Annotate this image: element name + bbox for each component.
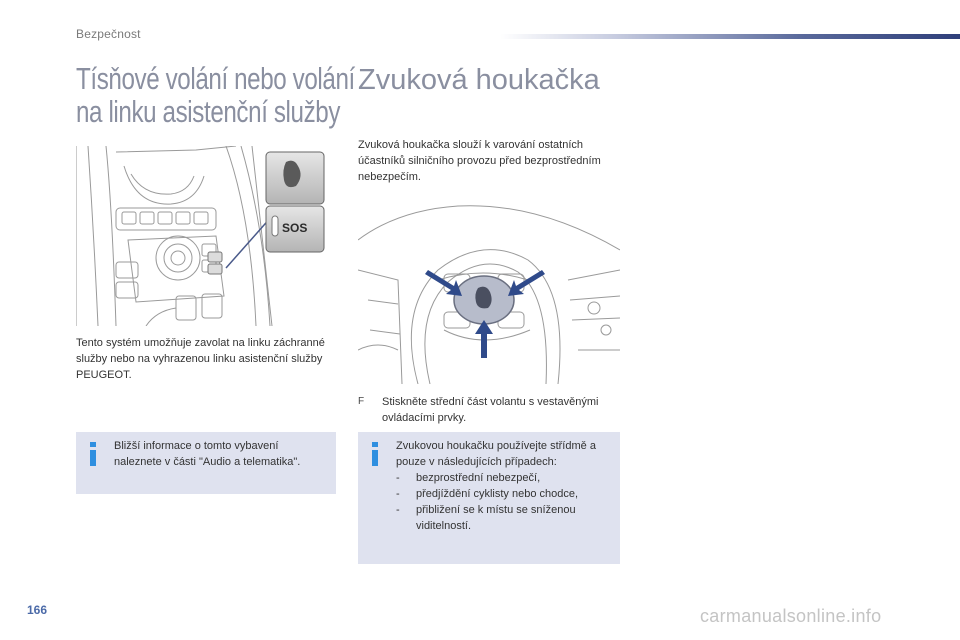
horn-instruction (358, 394, 620, 426)
info-icon (370, 442, 380, 468)
emergency-call-title (76, 61, 355, 129)
horn-instruction-text: Stiskněte střední část volantu s vestavěnými ovládacími prvky. (382, 396, 599, 424)
info-icon (88, 442, 98, 468)
steering-wheel-figure (358, 200, 620, 384)
info-box-left (76, 432, 336, 494)
header-accent-bar (500, 34, 960, 39)
list-item: - bezprostřední nebezpečí, (396, 472, 541, 484)
bullet-marker: F (358, 396, 365, 407)
horn-intro: Zvuková houkačka slouží k varování ostatních účastníků silničního provozu před bezprostředním nebezpečím. (358, 139, 601, 183)
usage-case-list (396, 470, 616, 534)
page-number: 166 (27, 603, 48, 617)
info-intro: Zvukovou houkačku používejte střídmě a pouze v následujících případech: (396, 440, 596, 468)
info-text-left: Bližší informace o tomto vybavení naleznete v části "Audio a telematika". (114, 440, 301, 468)
list-marker: - (396, 472, 400, 484)
info-text-right (396, 438, 616, 534)
sos-button-label: SOS (282, 221, 308, 235)
list-marker: - (396, 504, 400, 516)
header-section-label: Bezpečnost (76, 27, 141, 41)
list-marker: - (396, 488, 400, 500)
list-item: - přibližení se k místu se sníženou viditelností. (396, 504, 576, 532)
sos-description: Tento systém umožňuje zavolat na linku záchranné služby nebo na vyhrazenou linku asistenční služby PEUGEOT. (76, 337, 325, 381)
list-item: - předjíždění cyklisty nebo chodce, (396, 488, 579, 500)
watermark: carmanualsonline.info (700, 606, 882, 626)
title-line-2: na linku asistenční služby (76, 94, 341, 129)
horn-title: Zvuková houkačka (358, 64, 600, 96)
title-line-1: Tísňové volání nebo volání (76, 61, 355, 96)
info-box-right (358, 432, 620, 564)
sos-console-figure (76, 146, 336, 326)
